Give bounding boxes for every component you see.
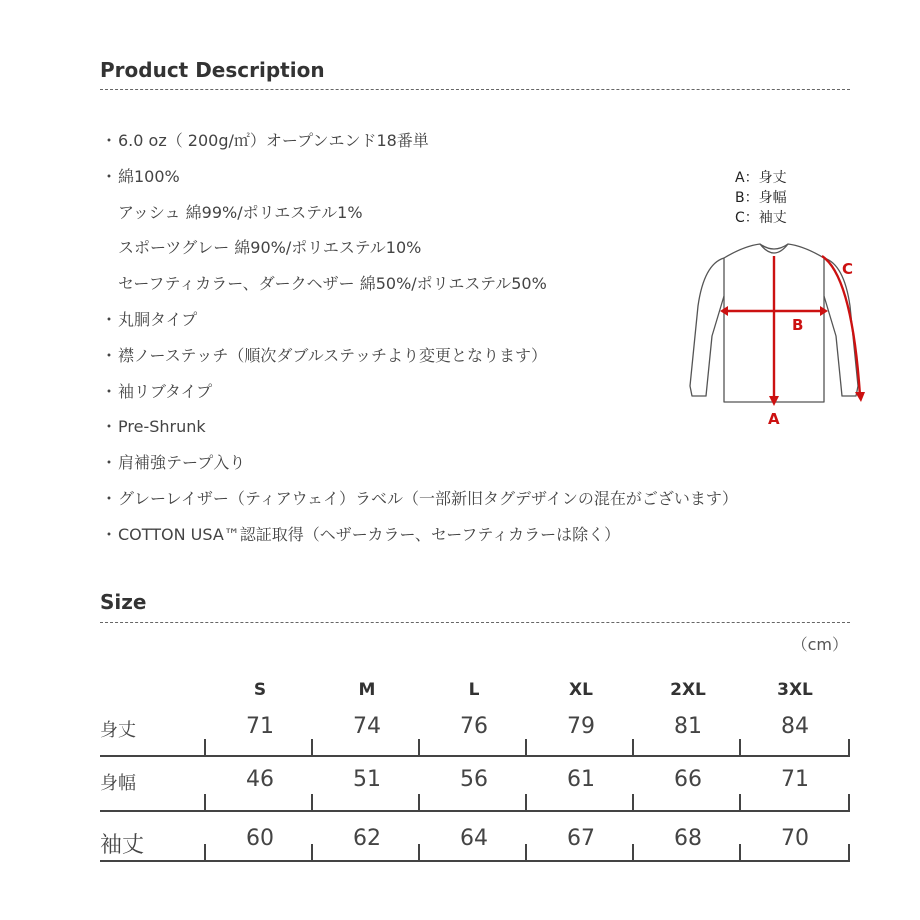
size-cell: 70 <box>781 826 809 851</box>
description-text: 綿100% <box>118 166 180 186</box>
measurement-legend <box>735 168 787 228</box>
description-item <box>100 484 738 520</box>
description-text: COTTON USA™認証取得（ヘザーカラー、セーフティカラーは除く） <box>118 524 621 544</box>
description-list <box>100 126 738 556</box>
diagram-label-b: B <box>792 316 804 334</box>
description-item <box>100 126 738 162</box>
description-text: Pre-Shrunk <box>118 417 206 437</box>
diagram-label-a: A <box>768 410 780 428</box>
column-tick <box>848 794 850 810</box>
column-tick <box>311 794 313 810</box>
size-cell: 71 <box>246 714 274 739</box>
column-tick <box>632 739 634 755</box>
column-tick <box>311 844 313 860</box>
size-cell: 62 <box>353 826 381 851</box>
bullet-mark: ・ <box>100 166 117 186</box>
legend-item-b: B：身幅 <box>735 190 787 206</box>
size-cell: 81 <box>674 714 702 739</box>
bullet-mark: ・ <box>100 381 117 401</box>
section-divider <box>100 622 850 623</box>
bullet-mark: ・ <box>100 488 117 508</box>
legend-item-a: A：身丈 <box>735 170 787 186</box>
size-cell: 84 <box>781 714 809 739</box>
row-label: 身幅 <box>100 773 136 794</box>
column-tick <box>418 844 420 860</box>
column-tick <box>632 844 634 860</box>
column-tick <box>848 739 850 755</box>
size-cell: 74 <box>353 714 381 739</box>
size-cell: 56 <box>460 767 488 792</box>
column-tick <box>739 844 741 860</box>
size-cell: 76 <box>460 714 488 739</box>
description-text: 丸胴タイプ <box>118 309 198 329</box>
row-label: 袖丈 <box>100 833 145 858</box>
column-tick <box>418 739 420 755</box>
size-cell: 51 <box>353 767 381 792</box>
size-cell: 71 <box>781 767 809 792</box>
description-text: 6.0 oz（ 200g/㎡）オープンエンド18番単 <box>118 131 429 150</box>
description-text: グレーレイザー（ティアウェイ）ラベル（一部新旧タグデザインの混在がございます） <box>118 488 738 508</box>
description-item <box>100 305 738 341</box>
arrow-c-line <box>822 256 860 396</box>
arrow-a-head <box>769 396 779 406</box>
size-cell: 66 <box>674 767 702 792</box>
left-sleeve-outline <box>690 258 724 396</box>
description-text: セーフティカラー、ダークヘザー 綿50%/ポリエステル50% <box>118 274 547 294</box>
description-text: スポーツグレー 綿90%/ポリエステル10% <box>118 238 422 258</box>
size-header-2xl: 2XL <box>670 680 706 700</box>
description-item <box>100 448 738 484</box>
row-divider <box>100 810 850 812</box>
column-tick <box>525 844 527 860</box>
description-text: 肩補強テープ入り <box>118 453 246 473</box>
size-header-s: S <box>253 680 267 700</box>
diagram-label-c: C <box>842 260 854 278</box>
bullet-mark: ・ <box>100 524 117 544</box>
size-cell: 79 <box>567 714 595 739</box>
bullet-mark: ・ <box>100 453 117 473</box>
column-tick <box>204 844 206 860</box>
column-tick <box>848 844 850 860</box>
column-tick <box>739 739 741 755</box>
shirt-measurement-diagram <box>684 236 874 436</box>
column-tick <box>525 739 527 755</box>
size-cell: 68 <box>674 826 702 851</box>
column-tick <box>418 794 420 810</box>
description-item <box>100 341 738 377</box>
bullet-mark: ・ <box>100 309 117 329</box>
product-description-heading: Product Description <box>100 58 325 82</box>
description-item <box>100 198 738 234</box>
description-item <box>100 162 738 198</box>
size-cell: 61 <box>567 767 595 792</box>
column-tick <box>204 794 206 810</box>
bullet-mark: ・ <box>100 417 117 437</box>
description-item <box>100 520 738 556</box>
description-text: 袖リブタイプ <box>118 381 213 401</box>
column-tick <box>632 794 634 810</box>
column-tick <box>525 794 527 810</box>
size-heading: Size <box>100 590 147 614</box>
unit-label: （cm） <box>791 635 848 654</box>
size-header-xl: XL <box>569 680 593 700</box>
row-label: 身丈 <box>100 720 136 741</box>
size-cell: 60 <box>246 826 274 851</box>
row-divider <box>100 755 850 757</box>
column-tick <box>311 739 313 755</box>
row-divider <box>100 860 850 862</box>
description-item <box>100 269 738 305</box>
section-divider <box>100 89 850 90</box>
description-text: アッシュ 綿99%/ポリエステル1% <box>118 202 363 222</box>
legend-item-c: C：袖丈 <box>735 210 787 226</box>
arrow-c-head <box>855 392 865 402</box>
description-item <box>100 377 738 413</box>
size-cell: 67 <box>567 826 595 851</box>
size-header-l: L <box>468 680 480 700</box>
size-cell: 46 <box>246 767 274 792</box>
column-tick <box>739 794 741 810</box>
size-cell: 64 <box>460 826 488 851</box>
description-item <box>100 233 738 269</box>
column-tick <box>204 739 206 755</box>
description-text: 襟ノーステッチ（順次ダブルステッチより変更となります） <box>118 345 547 365</box>
bullet-mark: ・ <box>100 131 117 150</box>
size-header-3xl: 3XL <box>777 680 813 700</box>
bullet-mark: ・ <box>100 345 117 365</box>
size-header-m: M <box>358 680 376 700</box>
description-item <box>100 412 738 448</box>
